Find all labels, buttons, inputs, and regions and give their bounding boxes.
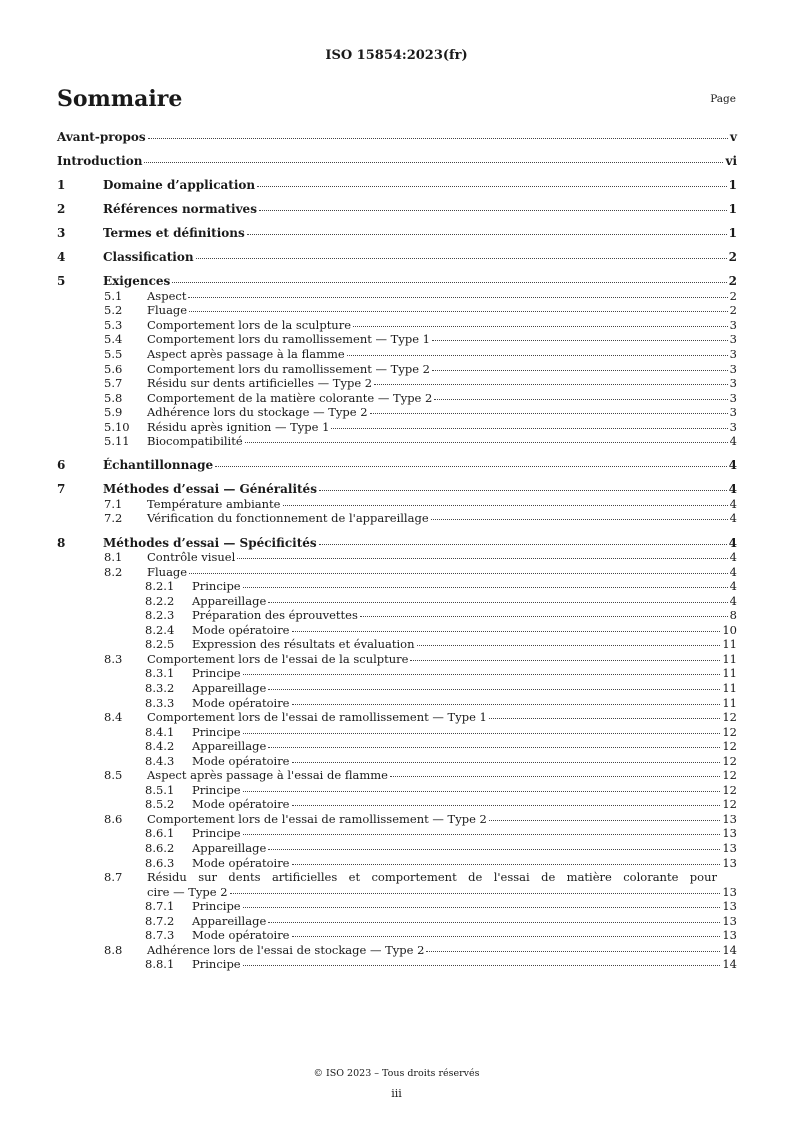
toc-entry-label: Échantillonnage bbox=[103, 458, 214, 473]
toc-leader-dots bbox=[243, 834, 721, 835]
page-number: iii bbox=[391, 1087, 402, 1100]
toc-entry-page: 4 bbox=[729, 496, 737, 511]
toc-entry-label: cire — Type 2 bbox=[147, 884, 228, 899]
toc-entry-subsection[interactable] bbox=[57, 623, 737, 638]
toc-leader-dots bbox=[172, 282, 726, 283]
toc-leader-dots bbox=[431, 519, 728, 520]
toc-entry-page: 4 bbox=[728, 482, 737, 497]
toc-leader-dots bbox=[370, 413, 728, 414]
toc-entry-label: Appareillage bbox=[192, 739, 267, 754]
toc-entry-number: 5.2 bbox=[104, 303, 123, 318]
toc-entry-number: 8.7.1 bbox=[145, 899, 175, 914]
toc-entry-label: Principe bbox=[192, 666, 241, 681]
toc-leader-dots bbox=[243, 733, 721, 734]
toc-entry-number: 8.1 bbox=[104, 550, 123, 565]
toc-entry-page: 1 bbox=[728, 202, 737, 217]
toc-entry-subsection[interactable] bbox=[57, 797, 737, 812]
toc-leader-dots bbox=[292, 805, 721, 806]
toc-entry-label: Principe bbox=[192, 899, 241, 914]
toc-leader-dots bbox=[331, 428, 727, 429]
toc-leader-dots bbox=[243, 674, 721, 675]
toc-leader-dots bbox=[243, 907, 721, 908]
toc-entry-section[interactable] bbox=[57, 550, 737, 565]
toc-entry-number: 7 bbox=[57, 482, 66, 497]
toc-entry-main[interactable] bbox=[57, 178, 737, 193]
toc-entry-number: 2 bbox=[57, 202, 66, 217]
toc-entry-number: 5 bbox=[57, 274, 66, 289]
toc-entry-page: 4 bbox=[728, 458, 737, 473]
toc-entry-page: 13 bbox=[722, 913, 737, 928]
toc-entry-section[interactable] bbox=[57, 376, 737, 391]
toc-entry-page: 3 bbox=[729, 376, 737, 391]
toc-leader-dots bbox=[188, 297, 727, 298]
toc-entry-page: 13 bbox=[722, 928, 737, 943]
toc-entry-page: 13 bbox=[722, 884, 737, 899]
toc-entry-subsection[interactable] bbox=[57, 666, 737, 681]
toc-entry-number: 8.7.2 bbox=[145, 913, 175, 928]
toc-entry-number: 5.1 bbox=[104, 288, 123, 303]
toc-entry-section[interactable] bbox=[57, 511, 737, 526]
toc-entry-subsection[interactable] bbox=[57, 754, 737, 769]
toc-entry-number: 8.6.1 bbox=[145, 826, 175, 841]
toc-leader-dots bbox=[374, 384, 728, 385]
toc-entry-label: Résidu sur dents artificielles et comportement de l'essai de matière colorante pour bbox=[147, 870, 717, 885]
toc-entry-page: 4 bbox=[729, 434, 737, 449]
toc-entry-label: Aspect bbox=[147, 288, 187, 303]
toc-entry-page: 11 bbox=[722, 681, 737, 695]
toc-entry-section[interactable] bbox=[57, 391, 737, 406]
toc-entry-page: 3 bbox=[729, 390, 737, 405]
toc-entry-number: 5.4 bbox=[104, 332, 123, 347]
toc-entry-subsection[interactable] bbox=[57, 841, 737, 856]
toc-entry-page: 12 bbox=[722, 782, 737, 797]
toc-entry-subsection[interactable] bbox=[57, 914, 737, 929]
toc-entry-section[interactable] bbox=[57, 652, 737, 667]
toc-entry-number: 4 bbox=[57, 250, 66, 265]
toc-leader-dots bbox=[268, 747, 720, 748]
toc-entry-page: 11 bbox=[722, 651, 737, 666]
toc-entry-label: Adhérence lors de l'essai de stockage — Type 2 bbox=[147, 942, 425, 957]
toc-entry-page: 4 bbox=[729, 593, 737, 608]
toc-entry-number: 8.2 bbox=[104, 564, 123, 579]
toc-leader-dots bbox=[292, 864, 721, 865]
toc-entry-label: Vérification du fonctionnement de l'appareillage bbox=[147, 511, 429, 526]
toc-leader-dots bbox=[268, 922, 720, 923]
toc-leader-dots bbox=[292, 704, 721, 705]
toc-entry-section[interactable] bbox=[57, 768, 737, 783]
toc-entry-label: Comportement lors de l'essai de ramollissement — Type 1 bbox=[147, 710, 487, 725]
toc-entry-section[interactable] bbox=[57, 565, 737, 580]
toc-entry-label: Principe bbox=[192, 724, 241, 739]
toc-entry-main[interactable] bbox=[57, 250, 737, 265]
toc-entry-number: 8.4.2 bbox=[145, 739, 175, 754]
toc-entry-label: Expression des résultats et évaluation bbox=[192, 637, 415, 652]
toc-leader-dots bbox=[347, 355, 728, 356]
toc-entry-page: 10 bbox=[722, 622, 737, 637]
toc-entry-section[interactable] bbox=[57, 885, 737, 900]
toc-entry-number: 8.4.3 bbox=[145, 753, 175, 768]
toc-entry-subsection[interactable] bbox=[57, 899, 737, 914]
toc-entry-section[interactable] bbox=[57, 318, 737, 333]
toc-entry-subsection[interactable] bbox=[57, 957, 737, 972]
toc-entry-page: 13 bbox=[722, 841, 737, 856]
toc-entry-label: Appareillage bbox=[192, 593, 267, 608]
toc-entry-page: 4 bbox=[728, 535, 737, 550]
toc-entry-main[interactable] bbox=[57, 154, 737, 169]
toc-entry-label: Comportement de la matière colorante — Type 2 bbox=[147, 390, 433, 405]
toc-entry-label: Contrôle visuel bbox=[147, 550, 236, 565]
toc-entry-section[interactable] bbox=[57, 362, 737, 377]
toc-leader-dots bbox=[215, 466, 726, 467]
toc-entry-label: Avant-propos bbox=[57, 130, 146, 144]
toc-entry-number: 8.6.2 bbox=[145, 841, 175, 856]
toc-entry-number: 8.4.1 bbox=[145, 724, 175, 739]
toc-leader-dots bbox=[196, 258, 727, 259]
toc-entry-main[interactable] bbox=[57, 226, 737, 241]
toc-entry-page: 2 bbox=[728, 274, 737, 289]
toc-entry-label: Classification bbox=[103, 250, 194, 265]
copyright-footer: © ISO 2023 – Tous droits réservés bbox=[313, 1068, 480, 1079]
toc-entry-number: 3 bbox=[57, 226, 66, 241]
toc-entry-label: Comportement lors du ramollissement — Type 2 bbox=[147, 361, 430, 376]
toc-entry-page: 8 bbox=[729, 608, 737, 623]
toc-entry-label: Mode opératoire bbox=[192, 695, 290, 710]
toc-leader-dots bbox=[360, 616, 728, 617]
toc-entry-page: 1 bbox=[728, 226, 737, 241]
toc-entry-page: vi bbox=[725, 154, 737, 169]
toc-entry-page: 4 bbox=[729, 579, 737, 594]
toc-entry-section[interactable] bbox=[57, 289, 737, 304]
toc-entry-number: 8.5 bbox=[104, 768, 123, 783]
toc-entry-subsection[interactable] bbox=[57, 579, 737, 594]
toc-entry-label: Principe bbox=[192, 579, 241, 594]
toc-entry-page: 12 bbox=[722, 710, 737, 725]
toc-entry-section[interactable] bbox=[57, 943, 737, 958]
toc-entry-page: 14 bbox=[722, 942, 737, 957]
toc-leader-dots bbox=[353, 326, 728, 327]
toc-entry-page: 12 bbox=[722, 797, 737, 812]
toc-entry-number: 8.6.3 bbox=[145, 855, 175, 870]
toc-entry-label: Mode opératoire bbox=[192, 928, 290, 943]
toc-entry-number: 5.9 bbox=[104, 405, 123, 420]
toc-entry-page: 13 bbox=[722, 826, 737, 841]
toc-leader-dots bbox=[243, 965, 721, 966]
toc-entry-main[interactable] bbox=[57, 130, 737, 145]
toc-entry-label: Mode opératoire bbox=[192, 622, 290, 637]
toc-leader-dots bbox=[434, 399, 727, 400]
toc-entry-label: Principe bbox=[192, 782, 241, 797]
toc-entry-page: 12 bbox=[722, 724, 737, 739]
toc-leader-dots bbox=[410, 660, 720, 661]
toc-leader-dots bbox=[257, 186, 727, 187]
toc-entry-subsection[interactable] bbox=[57, 928, 737, 943]
toc-entry-number: 8 bbox=[57, 535, 66, 550]
toc-entry-page: 3 bbox=[729, 405, 737, 420]
toc-leader-dots bbox=[189, 311, 728, 312]
toc-entry-label: Aspect après passage à l'essai de flamme bbox=[147, 768, 388, 783]
toc-entry-section[interactable] bbox=[57, 303, 737, 318]
toc-leader-dots bbox=[259, 210, 727, 211]
toc-entry-label: Fluage bbox=[147, 564, 188, 579]
toc-entry-number: 8.2.3 bbox=[145, 608, 175, 623]
toc-entry-main[interactable] bbox=[57, 482, 737, 497]
toc-leader-dots bbox=[489, 718, 721, 719]
toc-leader-dots bbox=[319, 490, 727, 491]
toc-entry-label: Mode opératoire bbox=[192, 797, 290, 812]
toc-entry-label: Comportement lors du ramollissement — Type 1 bbox=[147, 332, 430, 347]
toc-entry-label: Résidu après ignition — Type 1 bbox=[147, 419, 330, 434]
toc-entry-subsection[interactable] bbox=[57, 783, 737, 798]
toc-entry-label: Adhérence lors du stockage — Type 2 bbox=[147, 405, 368, 420]
toc-entry-label: Appareillage bbox=[192, 681, 267, 695]
toc-entry-page: 14 bbox=[722, 957, 737, 972]
toc-leader-dots bbox=[292, 631, 721, 632]
toc-entry-page: 13 bbox=[722, 811, 737, 826]
toc-entry-page: 2 bbox=[729, 288, 737, 303]
toc-entry-label: Domaine d’application bbox=[103, 178, 256, 193]
toc-entry-number: 5.11 bbox=[104, 434, 130, 449]
document-header: ISO 15854:2023(fr) bbox=[325, 48, 468, 63]
toc-entry-subsection[interactable] bbox=[57, 856, 737, 871]
toc-entry-page: 2 bbox=[729, 303, 737, 318]
toc-entry-section[interactable] bbox=[57, 497, 737, 512]
toc-entry-number: 8.5.2 bbox=[145, 797, 175, 812]
toc-entry-section[interactable] bbox=[57, 870, 737, 885]
toc-leader-dots bbox=[390, 776, 720, 777]
page-title: Sommaire bbox=[57, 86, 183, 112]
toc-entry-page: 13 bbox=[722, 855, 737, 870]
toc-entry-label: Appareillage bbox=[192, 841, 267, 856]
toc-entry-label: Méthodes d’essai — Généralités bbox=[103, 482, 317, 497]
toc-entry-page: 11 bbox=[722, 666, 737, 681]
toc-entry-number: 8.3.1 bbox=[145, 666, 175, 681]
toc-entry-subsection[interactable] bbox=[57, 826, 737, 841]
toc-leader-dots bbox=[189, 573, 728, 574]
toc-entry-number: 5.8 bbox=[104, 390, 123, 405]
toc-entry-label: Principe bbox=[192, 826, 241, 841]
toc-entry-label: Méthodes d’essai — Spécificités bbox=[103, 535, 317, 550]
toc-entry-number: 8.4 bbox=[104, 710, 123, 725]
table-of-contents bbox=[57, 130, 737, 972]
toc-entry-section[interactable] bbox=[57, 420, 737, 435]
toc-entry-page: 11 bbox=[722, 637, 737, 652]
toc-leader-dots bbox=[230, 893, 721, 894]
toc-entry-number: 5.6 bbox=[104, 361, 123, 376]
toc-entry-label: Exigences bbox=[103, 274, 171, 289]
toc-leader-dots bbox=[319, 544, 727, 545]
toc-leader-dots bbox=[489, 820, 721, 821]
toc-entry-number: 8.2.2 bbox=[145, 593, 175, 608]
toc-entry-number: 8.7 bbox=[104, 870, 123, 885]
toc-entry-page: 3 bbox=[729, 419, 737, 434]
toc-leader-dots bbox=[432, 340, 728, 341]
toc-entry-section[interactable] bbox=[57, 332, 737, 347]
toc-entry-number: 8.8 bbox=[104, 942, 123, 957]
toc-entry-label: Comportement lors de l'essai de la sculpture bbox=[147, 651, 409, 666]
toc-leader-dots bbox=[243, 587, 728, 588]
toc-entry-page: 3 bbox=[729, 332, 737, 347]
toc-leader-dots bbox=[283, 505, 728, 506]
toc-entry-number: 8.6 bbox=[104, 811, 123, 826]
toc-leader-dots bbox=[292, 762, 721, 763]
toc-entry-number: 6 bbox=[57, 458, 66, 473]
toc-entry-number: 8.3 bbox=[104, 651, 123, 666]
toc-entry-label: Résidu sur dents artificielles — Type 2 bbox=[147, 376, 373, 391]
toc-leader-dots bbox=[148, 138, 728, 139]
toc-leader-dots bbox=[268, 689, 720, 690]
toc-entry-section[interactable] bbox=[57, 434, 737, 449]
toc-entry-page: 3 bbox=[729, 361, 737, 376]
toc-entry-page: 2 bbox=[728, 250, 737, 265]
toc-entry-number: 5.5 bbox=[104, 347, 123, 362]
toc-entry-page: v bbox=[730, 130, 737, 144]
toc-entry-subsection[interactable] bbox=[57, 681, 737, 696]
toc-entry-page: 12 bbox=[722, 753, 737, 768]
toc-entry-main[interactable] bbox=[57, 274, 737, 289]
toc-entry-page: 4 bbox=[729, 550, 737, 565]
toc-entry-subsection[interactable] bbox=[57, 594, 737, 609]
toc-entry-number: 8.2.5 bbox=[145, 637, 175, 652]
toc-entry-subsection[interactable] bbox=[57, 739, 737, 754]
page-column-label: Page bbox=[710, 93, 736, 105]
toc-entry-page: 1 bbox=[728, 178, 737, 193]
toc-leader-dots bbox=[237, 558, 727, 559]
toc-entry-main[interactable] bbox=[57, 202, 737, 217]
toc-entry-label: Mode opératoire bbox=[192, 753, 290, 768]
toc-entry-number: 8.7.3 bbox=[145, 928, 175, 943]
toc-entry-number: 1 bbox=[57, 178, 66, 193]
toc-entry-number: 5.10 bbox=[104, 419, 130, 434]
toc-entry-page: 12 bbox=[722, 768, 737, 783]
toc-leader-dots bbox=[245, 442, 728, 443]
toc-entry-page: 3 bbox=[729, 347, 737, 362]
toc-entry-number: 8.3.2 bbox=[145, 681, 175, 695]
toc-entry-number: 5.7 bbox=[104, 376, 123, 391]
toc-entry-label: Aspect après passage à la flamme bbox=[147, 347, 345, 362]
toc-leader-dots bbox=[292, 936, 721, 937]
toc-entry-page: 4 bbox=[729, 564, 737, 579]
toc-entry-number: 8.2.4 bbox=[145, 622, 175, 637]
toc-leader-dots bbox=[144, 162, 723, 163]
toc-entry-number: 8.3.3 bbox=[145, 695, 175, 710]
toc-entry-number: 8.8.1 bbox=[145, 957, 175, 972]
toc-entry-main[interactable] bbox=[57, 458, 737, 473]
toc-entry-page: 11 bbox=[722, 695, 737, 710]
toc-entry-page: 3 bbox=[729, 317, 737, 332]
toc-entry-label: Fluage bbox=[147, 303, 188, 318]
toc-entry-label: Références normatives bbox=[103, 202, 257, 217]
toc-entry-subsection[interactable] bbox=[57, 608, 737, 623]
toc-entry-label: Mode opératoire bbox=[192, 855, 290, 870]
toc-entry-main[interactable] bbox=[57, 536, 737, 551]
toc-entry-section[interactable] bbox=[57, 812, 737, 827]
toc-entry-number: 5.3 bbox=[104, 317, 123, 332]
toc-entry-section[interactable] bbox=[57, 347, 737, 362]
toc-entry-page: 12 bbox=[722, 739, 737, 754]
toc-leader-dots bbox=[247, 234, 727, 235]
toc-entry-subsection[interactable] bbox=[57, 696, 737, 711]
toc-entry-page: 13 bbox=[722, 899, 737, 914]
toc-leader-dots bbox=[426, 951, 720, 952]
toc-entry-number: 7.1 bbox=[104, 496, 123, 511]
toc-entry-label: Introduction bbox=[57, 154, 143, 169]
toc-leader-dots bbox=[268, 849, 720, 850]
toc-leader-dots bbox=[417, 645, 721, 646]
toc-entry-label: Biocompatibilité bbox=[147, 434, 243, 449]
toc-entry-page: 4 bbox=[729, 511, 737, 526]
toc-entry-subsection[interactable] bbox=[57, 725, 737, 740]
toc-entry-number: 8.5.1 bbox=[145, 782, 175, 797]
toc-entry-label: Comportement lors de la sculpture bbox=[147, 317, 352, 332]
toc-entry-subsection[interactable] bbox=[57, 637, 737, 652]
toc-entry-section[interactable] bbox=[57, 405, 737, 420]
toc-entry-label: Préparation des éprouvettes bbox=[192, 608, 358, 623]
toc-entry-number: 7.2 bbox=[104, 511, 123, 526]
toc-entry-label: Termes et définitions bbox=[103, 226, 245, 241]
toc-entry-number: 8.2.1 bbox=[145, 579, 175, 594]
toc-leader-dots bbox=[432, 370, 728, 371]
toc-leader-dots bbox=[243, 791, 721, 792]
toc-entry-label: Principe bbox=[192, 957, 241, 972]
toc-entry-section[interactable] bbox=[57, 710, 737, 725]
toc-entry-label: Appareillage bbox=[192, 913, 267, 928]
toc-entry-label: Température ambiante bbox=[147, 496, 281, 511]
toc-leader-dots bbox=[268, 602, 727, 603]
toc-entry-label: Comportement lors de l'essai de ramollissement — Type 2 bbox=[147, 811, 487, 826]
